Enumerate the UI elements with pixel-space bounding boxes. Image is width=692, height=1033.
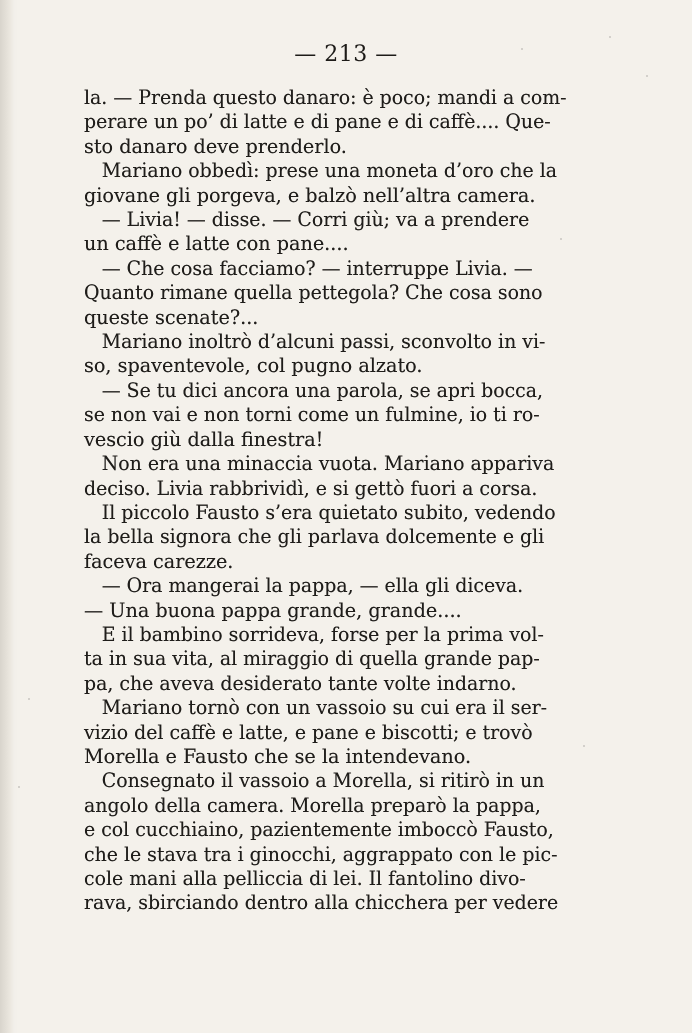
page-number: — 213 — bbox=[294, 42, 398, 67]
text-line: queste scenate?... bbox=[84, 305, 259, 329]
text-line: che le stava tra i ginocchi, aggrappato con le pic- bbox=[84, 842, 558, 866]
page-binding-shadow bbox=[0, 0, 14, 1033]
text-line: angolo della camera. Morella preparò la pappa, bbox=[84, 793, 541, 817]
text-line: sto danaro deve prenderlo. bbox=[84, 134, 347, 158]
text-line: Quanto rimane quella pettegola? Che cosa sono bbox=[84, 281, 543, 305]
paper-speck bbox=[521, 48, 523, 50]
text-line: Il piccolo Fausto s’era quietato subito, vedendo bbox=[101, 500, 556, 524]
text-line: Mariano obbedì: prese una moneta d’oro che la bbox=[101, 159, 558, 183]
text-line: faceva carezze. bbox=[84, 549, 234, 573]
text-line: ta in sua vita, al miraggio di quella grande pap- bbox=[84, 647, 540, 671]
paper-speck bbox=[28, 698, 30, 700]
text-line: — Che cosa facciamo? — interruppe Livia. — bbox=[101, 256, 533, 280]
paper-speck bbox=[18, 786, 20, 788]
text-line: deciso. Livia rabbrividì, e si gettò fuori a corsa. bbox=[84, 476, 538, 500]
text-line: se non vai e non torni come un fulmine, io ti ro- bbox=[84, 403, 540, 427]
text-line: cole mani alla pelliccia di lei. Il fantolino divo- bbox=[84, 867, 526, 890]
text-line: pa, che aveva desiderato tante volte indarno. bbox=[84, 671, 517, 695]
text-line: Mariano tornò con un vassoio su cui era il ser- bbox=[101, 696, 548, 720]
text-line: — Se tu dici ancora una parola, se apri bocca, bbox=[101, 378, 544, 402]
text-line: vizio del caffè e latte, e pane e biscotti; e trovò bbox=[84, 720, 533, 744]
text-line: Mariano inoltrò d’alcuni passi, sconvolto in vi- bbox=[101, 330, 546, 354]
text-line: — Una buona pappa grande, grande.... bbox=[84, 598, 462, 622]
text-line: un caffè e latte con pane.... bbox=[84, 232, 349, 256]
text-line: Consegnato il vassoio a Morella, si ritirò in un bbox=[101, 769, 545, 793]
text-line: Non era una minaccia vuota. Mariano appariva bbox=[101, 452, 555, 476]
text-line: — Livia! — disse. — Corri giù; va a prendere bbox=[101, 208, 530, 232]
text-line: la. — Prenda questo danaro: è poco; mandi a com- bbox=[84, 86, 567, 109]
text-line: perare un po’ di latte e di pane e di caffè.... Que- bbox=[84, 110, 551, 134]
text-line: rava, sbirciando dentro alla chicchera per vedere bbox=[84, 891, 559, 915]
page-text bbox=[84, 86, 588, 916]
text-line: Morella e Fausto che se la intendevano. bbox=[84, 744, 472, 768]
paper-speck bbox=[646, 75, 648, 77]
text-line: e col cucchiaino, pazientemente imboccò Fausto, bbox=[84, 818, 554, 842]
paper-speck bbox=[560, 238, 562, 240]
text-line: la bella signora che gli parlava dolcemente e gli bbox=[84, 525, 545, 549]
paper-speck bbox=[609, 36, 611, 38]
text-line: vescio giù dalla finestra! bbox=[84, 427, 324, 451]
text-line: — Ora mangerai la pappa, — ella gli diceva. bbox=[101, 574, 524, 598]
paper-speck bbox=[583, 745, 585, 747]
text-line: so, spaventevole, col pugno alzato. bbox=[84, 354, 423, 378]
text-line: E il bambino sorrideva, forse per la prima vol- bbox=[101, 622, 544, 646]
text-line: giovane gli porgeva, e balzò nell’altra camera. bbox=[84, 183, 536, 207]
